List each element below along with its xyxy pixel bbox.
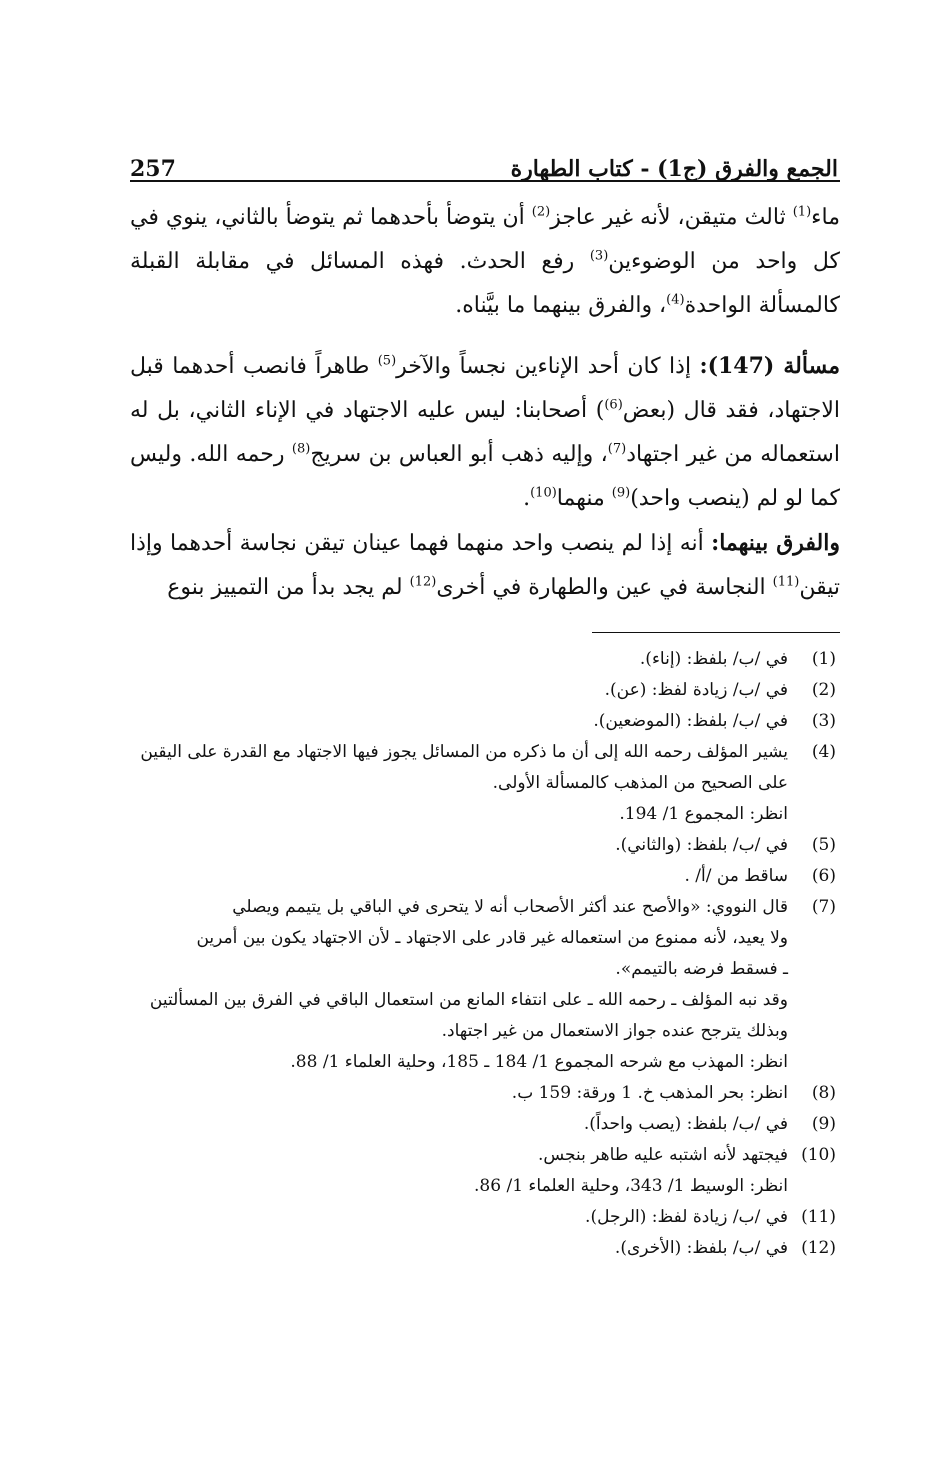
- footnote: [130, 644, 840, 675]
- footnote: [130, 830, 840, 861]
- footnote-line: انظر: المهذب مع شرحه المجموع 1/ 184 ـ 185، وحلية العلماء 1/ 88.: [290, 1052, 788, 1072]
- footnote-number: (2): [811, 680, 836, 700]
- main-text: [130, 196, 840, 610]
- text-run: أن يتوضأ بأحدهما ثم يتوضأ بالثاني، ينوي في كل واحد من الوضوءين: [130, 205, 840, 274]
- footnote-line: ـ فسقط فرضه بالتيمم».: [615, 959, 788, 979]
- text-run: رفع الحدث. فهذه المسائل في مقابلة القبلة كالمسألة الواحدة: [130, 249, 840, 318]
- footnote: [130, 706, 840, 737]
- footnote-number: (9): [811, 1114, 836, 1134]
- footnote-line: ساقط من /أ/ .: [684, 866, 788, 886]
- footnote-ref: (7): [607, 441, 627, 457]
- footnote-line: في /ب/ زيادة لفظ: (الرجل).: [585, 1207, 788, 1227]
- footnote-line: انظر: الوسيط 1/ 343، وحلية العلماء 1/ 86.: [474, 1176, 788, 1196]
- footnote-line: في /ب/ بلفظ: (الأخرى).: [614, 1238, 788, 1258]
- footnote: [130, 1140, 840, 1202]
- difference-label: والفرق بينهما:: [711, 530, 840, 556]
- footnote-text: [130, 861, 788, 892]
- text-run: منهما: [556, 486, 612, 511]
- question-label: مسألة (147):: [699, 353, 840, 379]
- footnote-text: [130, 892, 788, 1078]
- footnote-line: وقد نبه المؤلف ـ رحمه الله ـ على انتفاء المانع من استعمال الباقي في الفرق بين المسألتين: [149, 990, 788, 1010]
- footnote-ref: (3): [589, 248, 609, 264]
- footnote: [130, 1109, 840, 1140]
- footnote-line: يشير المؤلف رحمه الله إلى أن ما ذكره من المسائل يجوز فيها الاجتهاد مع القدرة على اليقين: [140, 742, 788, 762]
- footnote-ref: (10): [530, 485, 557, 501]
- text-run: .: [523, 486, 531, 511]
- footnote: [130, 675, 840, 706]
- text-run: ثالث متيقن، لأنه غير عاجز: [550, 205, 793, 230]
- footnote-number: (7): [811, 897, 836, 917]
- footnote-text: [130, 1140, 788, 1202]
- paragraph-1: [130, 196, 840, 328]
- footnote-text: [130, 737, 788, 830]
- footnote-number: (6): [811, 866, 836, 886]
- running-title: الجمع والفرق (ج1) - كتاب الطهارة: [510, 156, 838, 182]
- footnote-text: [130, 1109, 788, 1140]
- footnote-number: (11): [801, 1207, 836, 1227]
- header-rule: [130, 180, 840, 182]
- footnotes: [130, 644, 840, 1264]
- footnote-ref: (4): [666, 292, 685, 308]
- footnote-line: في /ب/ بلفظ: (والثاني).: [615, 835, 788, 855]
- footnote: [130, 737, 840, 830]
- text-run: ، والفرق بينهما ما بيَّناه.: [455, 293, 667, 318]
- page-header: [130, 138, 838, 182]
- footnote-line: على الصحيح من المذهب كالمسألة الأولى.: [492, 773, 788, 793]
- footnote-ref: (1): [792, 204, 812, 220]
- footnote-line: في /ب/ بلفظ: (الموضعين).: [593, 711, 788, 731]
- footnote-line: في /ب/ زيادة لفظ: (عن).: [604, 680, 788, 700]
- footnote-ref: (12): [409, 574, 437, 590]
- footnote-number: (12): [801, 1238, 836, 1258]
- footnote-line: في /ب/ بلفظ: (يصب واحداً).: [583, 1114, 788, 1134]
- footnote: [130, 892, 840, 1078]
- footnote-ref: (2): [531, 204, 551, 220]
- paragraph-2: [130, 344, 840, 521]
- footnote-ref: (11): [772, 574, 800, 590]
- text-run: ماء: [811, 205, 840, 230]
- footnote: [130, 1078, 840, 1109]
- text-run: أنه إذا لم ينصب واحد منهما فهما عينان تيقن نجاسة أحدهما وإذا تيقن: [130, 531, 840, 600]
- footnote-line: قال النووي: «والأصح عند أكثر الأصحاب أنه لا يتحرى في الباقي بل يتيمم ويصلي: [232, 897, 788, 917]
- footnote-text: [130, 830, 788, 861]
- footnote-number: (4): [811, 742, 836, 762]
- footnote-ref: (6): [604, 397, 623, 413]
- footnote-ref: (5): [377, 353, 397, 369]
- footnote-number: (5): [811, 835, 836, 855]
- footnote-number: (10): [801, 1145, 836, 1165]
- footnote-ref: (9): [611, 485, 631, 501]
- text-run: ، وإليه ذهب أبو العباس بن سريج: [310, 442, 608, 467]
- footnote-number: (8): [811, 1083, 836, 1103]
- text-run: طاهراً فانصب أحدهما قبل الاجتهاد، فقد قال (بعض: [130, 354, 840, 423]
- text-run: النجاسة في عين والطهارة في أخرى: [436, 575, 773, 600]
- page-number: 257: [130, 156, 176, 182]
- footnote-text: [130, 1202, 788, 1233]
- footnote-line: انظر: المجموع 1/ 194.: [619, 804, 788, 824]
- footnote-line: انظر: بحر المذهب خ. 1 ورقة: 159 ب.: [511, 1083, 788, 1103]
- footnote: [130, 1202, 840, 1233]
- footnote-line: ولا يعيد، لأنه ممنوع من استعماله غير قادر على الاجتهاد ـ لأن الاجتهاد يكون بين أمرين: [196, 928, 788, 948]
- text-run: رحمه الله. وليس كما لو لم (ينصب واحد): [130, 442, 840, 511]
- footnote: [130, 861, 840, 892]
- footnote-line: فيجتهد لأنه اشتبه عليه طاهر بنجس.: [537, 1145, 788, 1165]
- text-run: ) أصحابنا: ليس عليه الاجتهاد في الإناء الثاني، بل له استعماله من غير اجتهاد: [130, 398, 840, 467]
- footnote-text: [130, 1233, 788, 1264]
- paragraph-3: [130, 521, 840, 610]
- footnote-line: في /ب/ بلفظ: (إناء).: [639, 649, 788, 669]
- footnote-line: وبذلك يترجح عنده جواز الاستعمال من غير اجتهاد.: [441, 1021, 788, 1041]
- footnote-number: (1): [811, 649, 836, 669]
- footnote-text: [130, 706, 788, 737]
- footnote-text: [130, 1078, 788, 1109]
- footnote-number: (3): [811, 711, 836, 731]
- footnote-separator: [592, 632, 840, 633]
- footnote-text: [130, 644, 788, 675]
- footnote: [130, 1233, 840, 1264]
- footnote-text: [130, 675, 788, 706]
- footnote-ref: (8): [291, 441, 311, 457]
- text-run: لم يجد بدأ من التمييز بنوع: [167, 575, 410, 600]
- text-run: إذا كان أحد الإناءين نجساً والآخر: [396, 354, 700, 379]
